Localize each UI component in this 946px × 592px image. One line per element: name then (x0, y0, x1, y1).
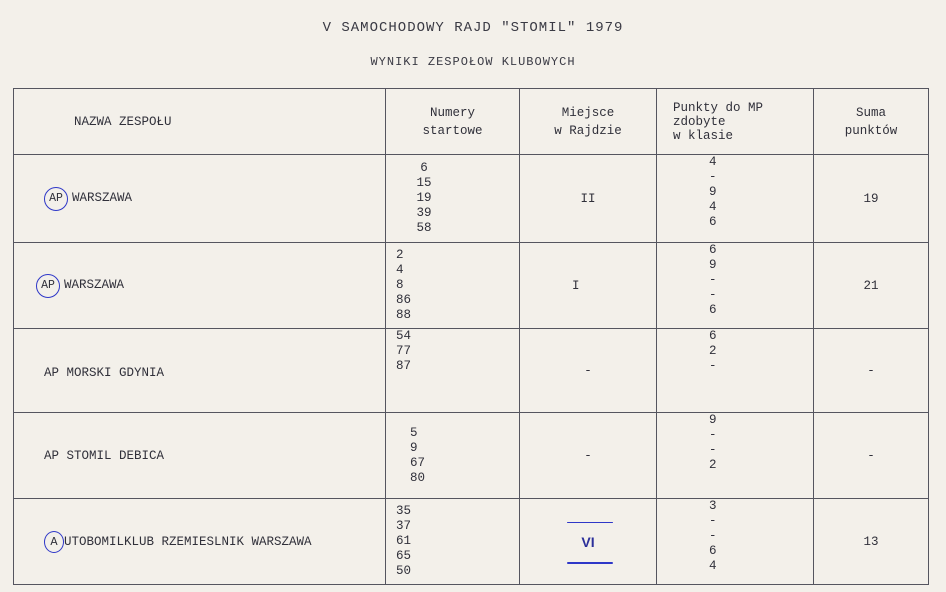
document-title: V SAMOCHODOWY RAJD "STOMIL" 1979 (322, 20, 624, 36)
place-cell: II (520, 155, 657, 243)
start-numbers-cell: 54 77 87 (386, 329, 520, 413)
points-cell: 6 9 - - 6 (657, 243, 814, 329)
team-name-cell: AP STOMIL DEBICA (14, 413, 386, 499)
start-numbers-cell: 6 15 19 39 58 (386, 155, 520, 243)
header-points: Punkty do MP zdobyte w klasie (657, 89, 814, 155)
start-numbers-cell: 35 37 61 65 50 (386, 499, 520, 585)
header-team-name: NAZWA ZESPOŁU (14, 89, 386, 155)
table-row (14, 243, 929, 329)
points-cell: 3 - - 6 4 (657, 499, 814, 585)
sum-cell: - (814, 413, 929, 499)
handwritten-place: VI (577, 528, 598, 556)
team-name-cell: AP MORSKI GDYNIA (14, 329, 386, 413)
table-row (14, 155, 929, 243)
results-table (13, 88, 929, 585)
header-row (14, 89, 929, 155)
points-cell: 6 2 - (657, 329, 814, 413)
circled-prefix: AP (44, 187, 68, 211)
points-cell: 4 - 9 4 6 (657, 155, 814, 243)
header-sum: Suma punktów (814, 89, 929, 155)
sum-cell: - (814, 329, 929, 413)
place-cell: I (520, 243, 657, 329)
sum-cell: 21 (814, 243, 929, 329)
table-row (14, 329, 929, 413)
sum-cell: 13 (814, 499, 929, 585)
team-name-cell: AP WARSZAWA (14, 243, 386, 329)
table-row (14, 499, 929, 585)
sum-cell: 19 (814, 155, 929, 243)
place-cell (520, 499, 657, 585)
team-name-cell: AP WARSZAWA (14, 155, 386, 243)
place-cell: - (520, 413, 657, 499)
table-row (14, 413, 929, 499)
start-numbers-cell: 2 4 8 86 88 (386, 243, 520, 329)
header-place: Miejsce w Rajdzie (520, 89, 657, 155)
start-numbers-cell: 5 9 67 80 (386, 413, 520, 499)
circled-letter: A (44, 531, 64, 553)
team-name-cell: A UTOBOMILKLUB RZEMIESLNIK WARSZAWA (14, 499, 386, 585)
points-cell: 9 - - 2 (657, 413, 814, 499)
header-start-numbers: Numery startowe (386, 89, 520, 155)
place-cell: - (520, 329, 657, 413)
circled-prefix: AP (36, 274, 60, 298)
document-subtitle: WYNIKI ZESPOŁOW KLUBOWYCH (370, 55, 576, 69)
